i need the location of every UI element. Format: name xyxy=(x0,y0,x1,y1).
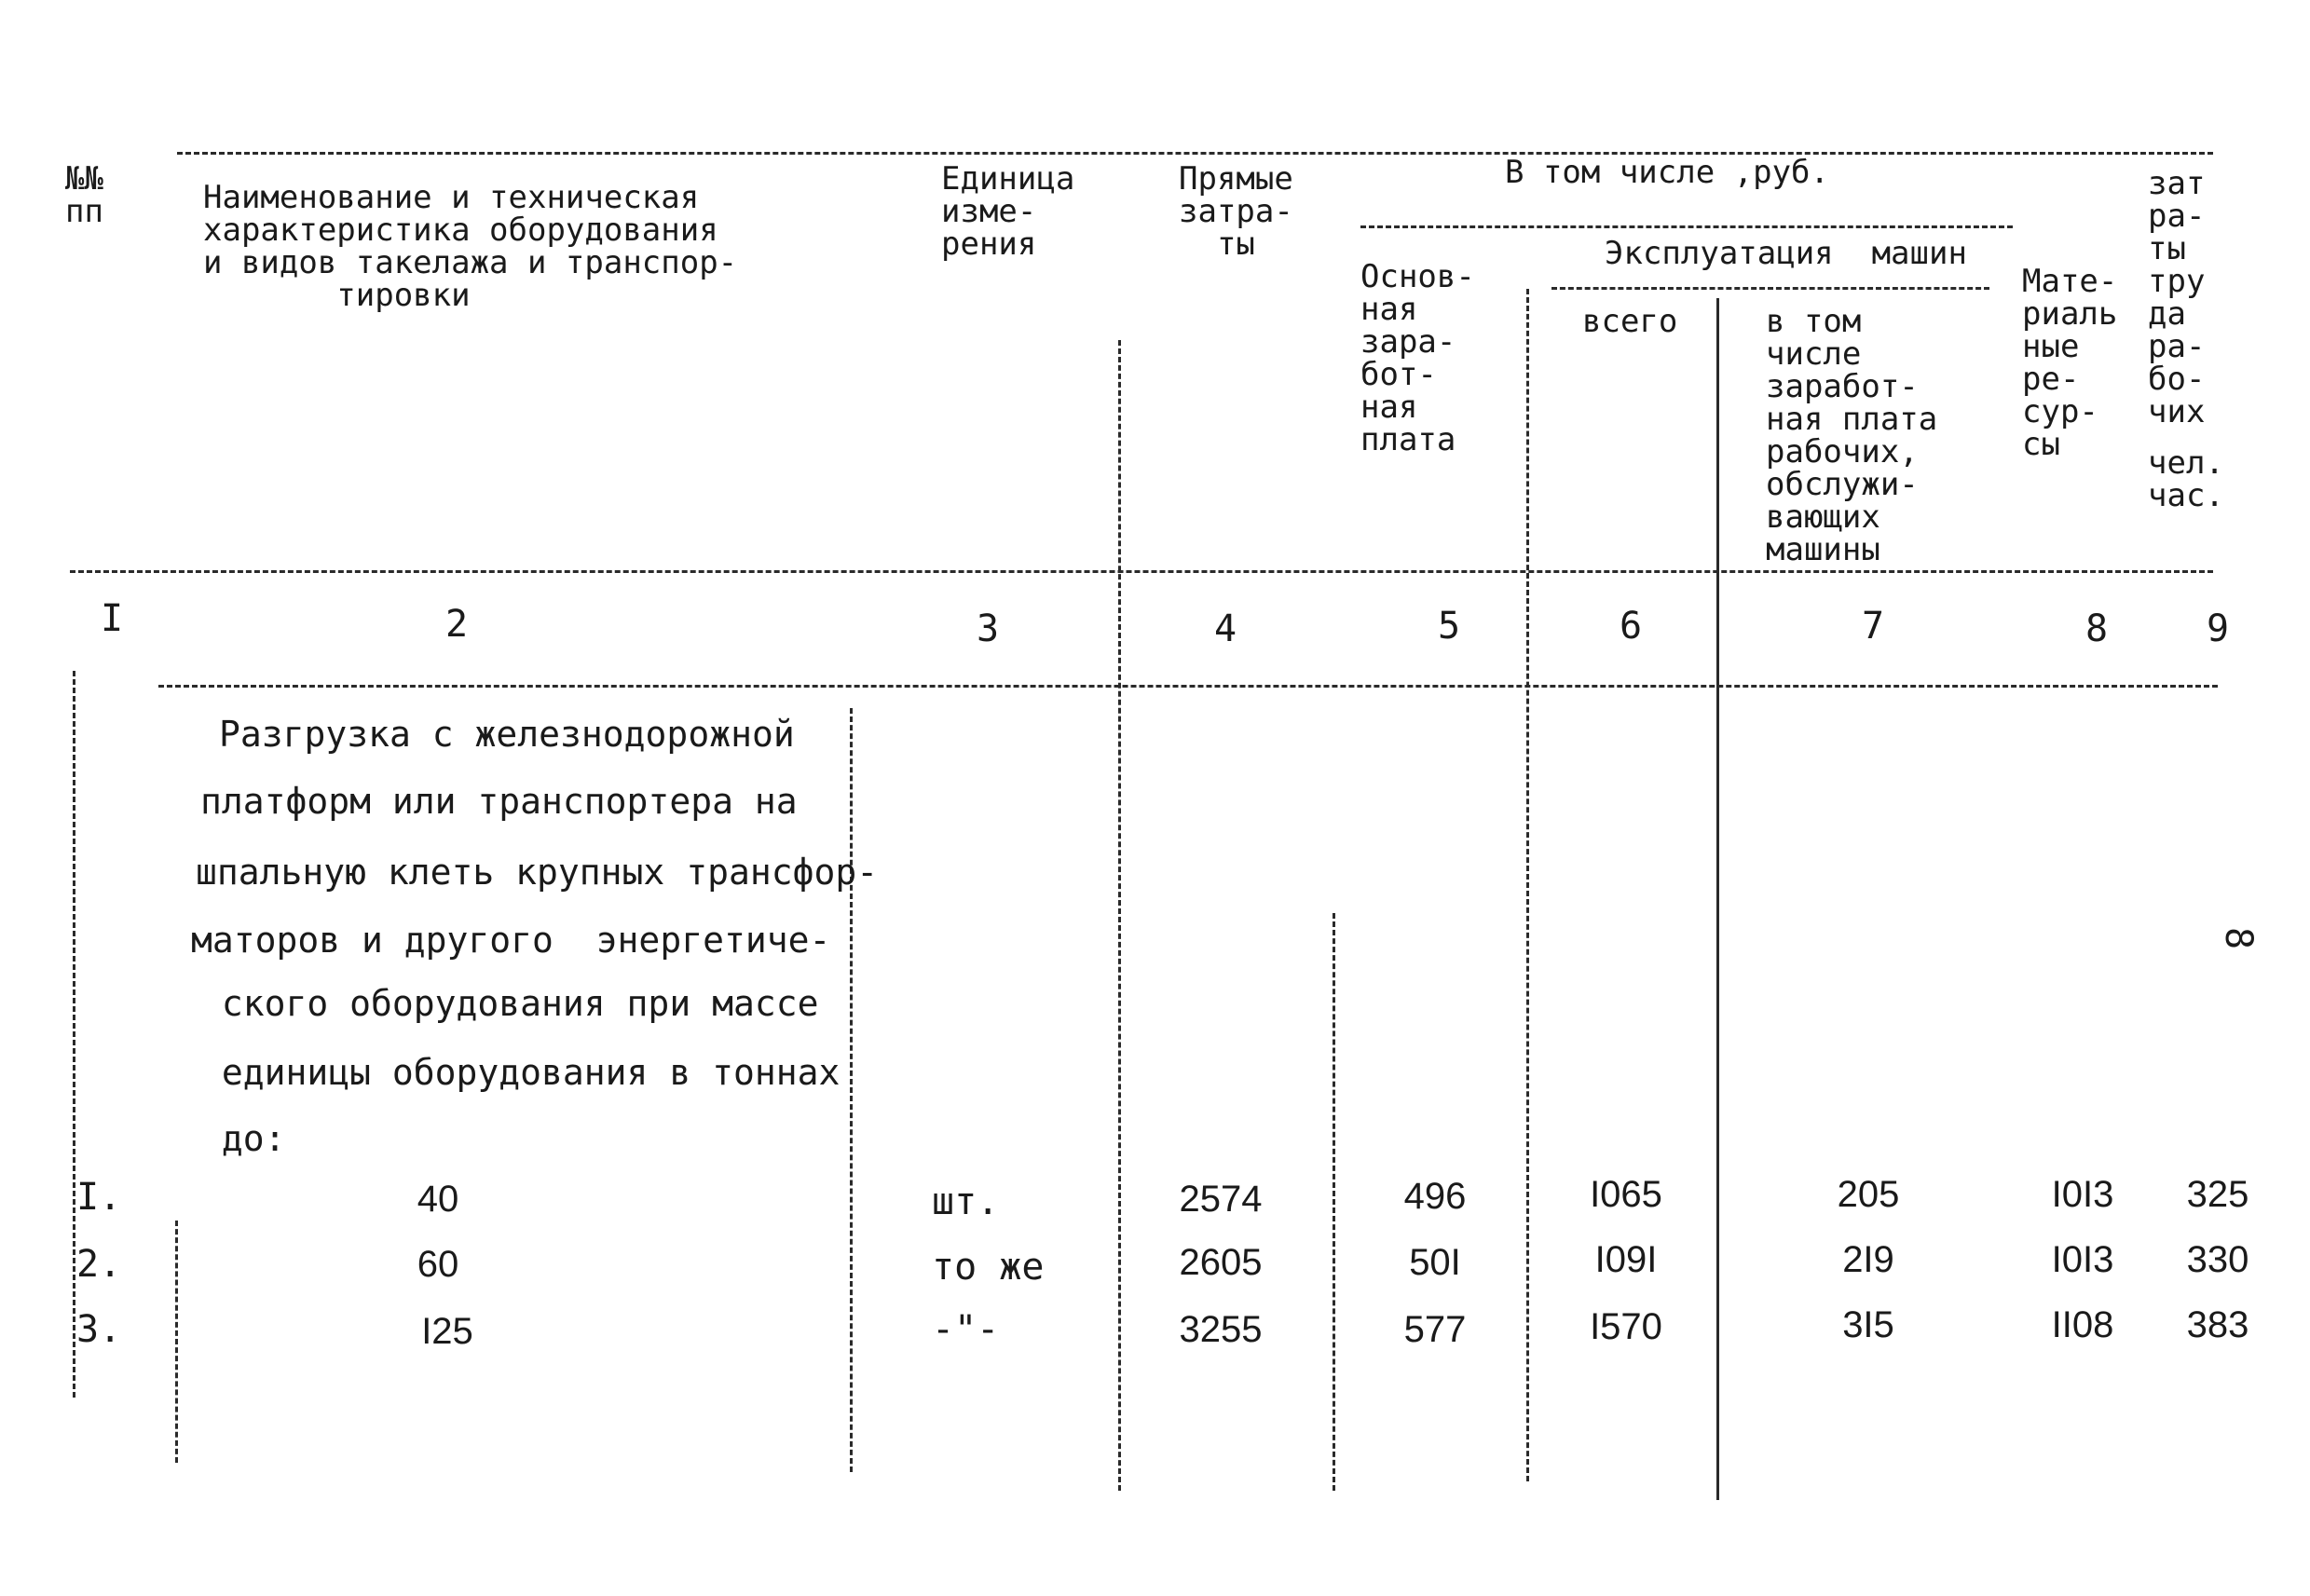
row-unit: то же xyxy=(932,1246,1045,1289)
row-salary: 496 xyxy=(1403,1176,1467,1217)
description-line: платформ или транспортера на xyxy=(200,781,798,822)
left-margin-rule xyxy=(73,671,75,1398)
header-group-title: В том числе ,руб. xyxy=(1505,154,1829,191)
description-line: ского оборудования при массе xyxy=(200,983,819,1024)
column-numbers-bottom-rule xyxy=(158,685,2218,688)
margin-mark: 8 xyxy=(2217,926,2261,950)
row-direct-costs: 3255 xyxy=(1179,1309,1263,1350)
row-mass: I25 xyxy=(421,1311,473,1352)
header-col-name: Наименование и техническая характеристика оборудования и видов такелажа и транспор- тировки xyxy=(203,179,738,314)
column-number: 9 xyxy=(2206,607,2230,650)
header-col-unit: Единица изме- рения xyxy=(941,160,1075,263)
row-salary: 50I xyxy=(1409,1242,1461,1283)
row-labor: 325 xyxy=(2186,1174,2249,1215)
description-line: шпальную клеть крупных трансфор- xyxy=(196,852,879,893)
row-direct-costs: 2574 xyxy=(1179,1179,1263,1220)
row-machine-salary: 205 xyxy=(1837,1174,1900,1215)
column-number: I xyxy=(100,597,124,640)
column-number: 7 xyxy=(1861,605,1885,648)
row-machine-salary: 3I5 xyxy=(1842,1304,1894,1345)
col6-left-rule xyxy=(1526,289,1529,1481)
row-mass: 60 xyxy=(417,1244,459,1285)
row-mass: 40 xyxy=(417,1179,459,1220)
row-labor: 330 xyxy=(2186,1239,2249,1280)
header-col-total: всего xyxy=(1582,303,1678,340)
col2-left-rule xyxy=(175,1221,178,1463)
row-labor: 383 xyxy=(2186,1304,2249,1345)
description-line: до: xyxy=(200,1118,286,1159)
col7-left-rule xyxy=(1716,298,1719,1500)
row-number: 2. xyxy=(76,1243,122,1286)
header-col-salary: Основ- ная зара- бот- ная плата xyxy=(1360,258,1475,458)
header-col-labor: зат ра- ты тру да ра- бо- чих xyxy=(2148,165,2206,430)
exploitation-sub-rule xyxy=(1551,287,1989,290)
row-materials: I0I3 xyxy=(2051,1174,2114,1215)
row-unit: шт. xyxy=(932,1180,1000,1223)
row-materials: II08 xyxy=(2051,1304,2114,1345)
row-materials: I0I3 xyxy=(2051,1239,2114,1280)
column-number: 6 xyxy=(1619,605,1643,648)
row-machine-total: I570 xyxy=(1590,1306,1662,1347)
column-number: 2 xyxy=(444,603,469,646)
column-number: 4 xyxy=(1213,607,1237,650)
description-line: единицы оборудования в тоннах xyxy=(200,1052,841,1093)
table-top-rule xyxy=(177,152,2213,155)
column-number: 5 xyxy=(1437,605,1461,648)
col3-left-rule xyxy=(850,708,853,1472)
column-number: 3 xyxy=(976,607,1000,650)
header-bottom-rule xyxy=(70,570,2213,573)
group-sub-rule xyxy=(1360,225,2013,228)
header-col-direct-costs: Прямые затра- ты xyxy=(1179,160,1293,263)
column-number: 8 xyxy=(2084,607,2109,650)
row-number: 3. xyxy=(76,1308,122,1351)
col4-left-rule xyxy=(1118,340,1121,1491)
header-exploitation: Эксплуатация машин xyxy=(1605,235,1967,272)
row-machine-total: I065 xyxy=(1590,1174,1662,1215)
col5-left-rule xyxy=(1333,913,1335,1491)
row-salary: 577 xyxy=(1403,1309,1467,1350)
row-unit: -"- xyxy=(932,1308,1000,1351)
row-machine-total: I09I xyxy=(1594,1239,1658,1280)
description-line: Разгрузка с железнодорожной xyxy=(219,714,795,755)
header-col-machine-salary: в том числе заработ- ная плата рабочих, обслужи- вающих машины xyxy=(1766,303,1938,568)
row-number: I. xyxy=(76,1176,122,1219)
description-line: маторов и другого энергетиче- xyxy=(191,920,831,961)
row-machine-salary: 2I9 xyxy=(1842,1239,1894,1280)
row-direct-costs: 2605 xyxy=(1179,1242,1263,1283)
header-col-materials: Мате- риаль ные ре- сур- сы xyxy=(2022,263,2118,463)
header-col-number: №№ пп xyxy=(65,160,103,230)
header-col-labor-unit: чел. час. xyxy=(2148,444,2224,514)
